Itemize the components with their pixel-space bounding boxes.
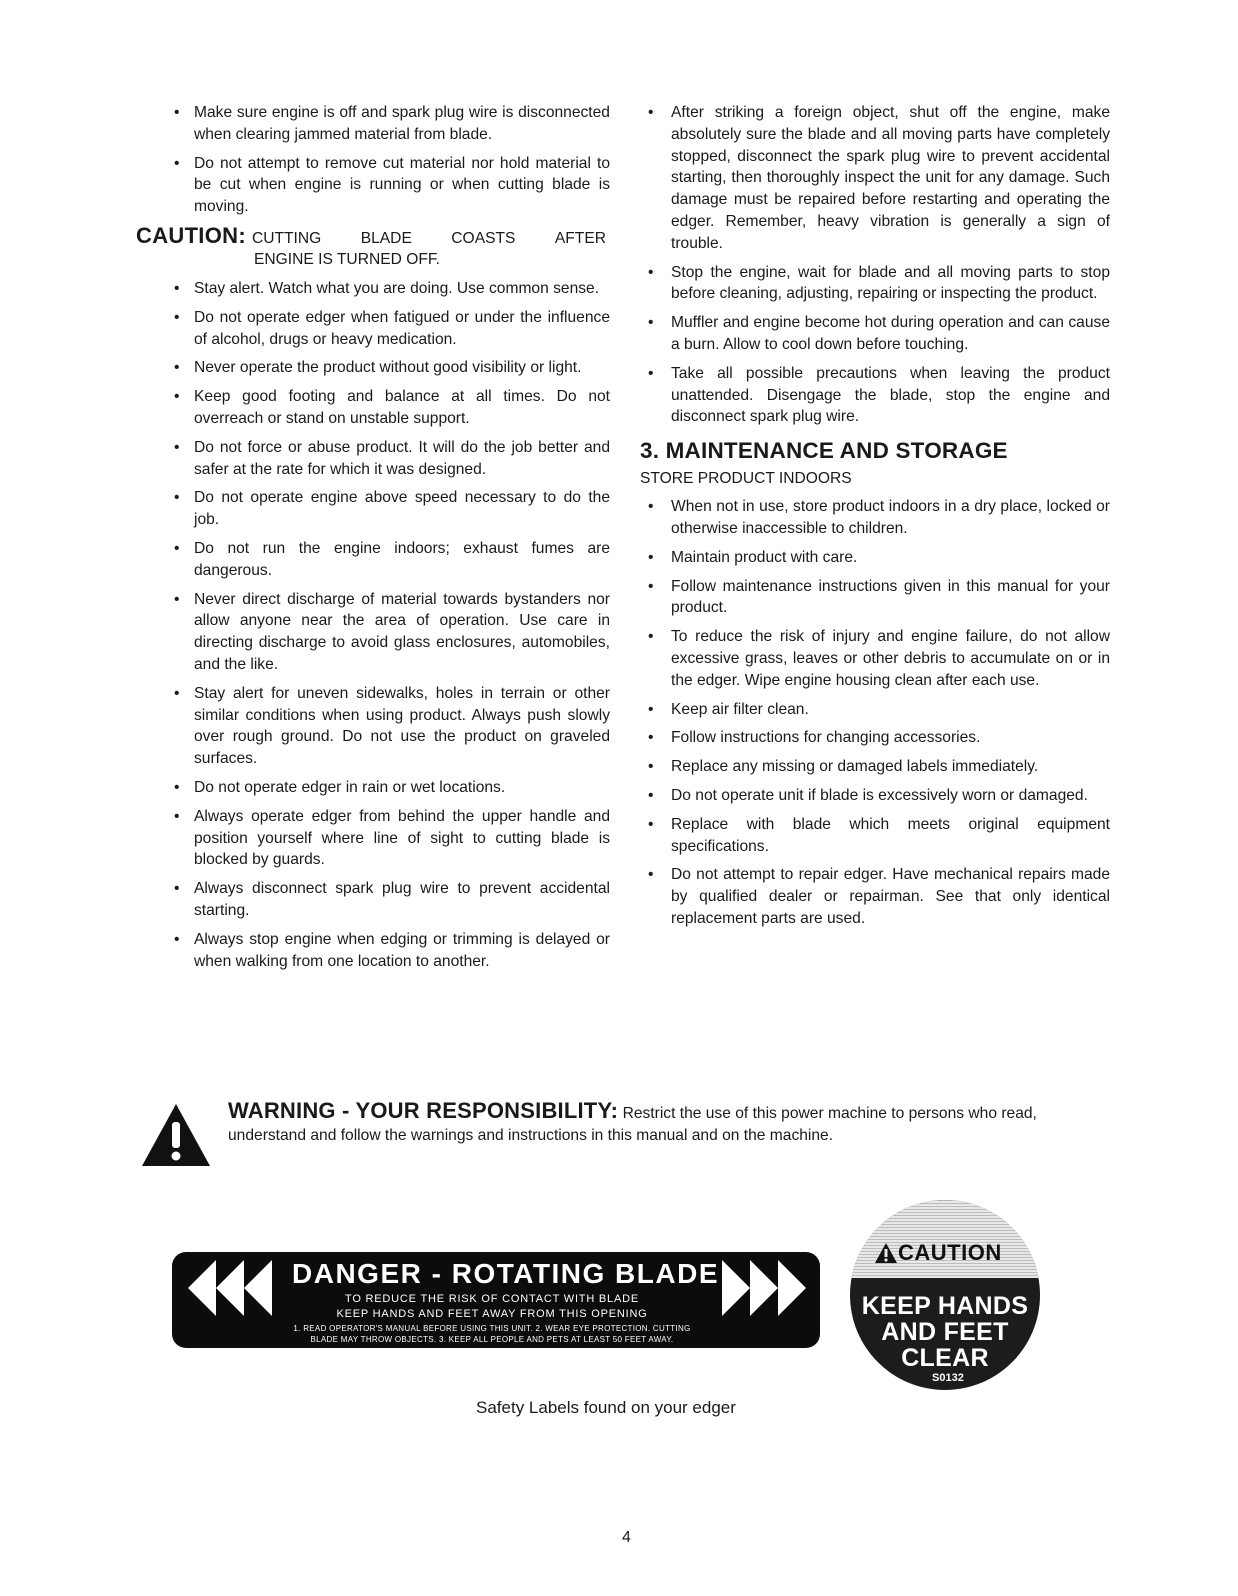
list-item: • Do not attempt to repair edger. Have mechanical repairs made by qualified dealer or repairman. See that only identical replacement parts are used.: [640, 864, 1110, 929]
list-item: • Stay alert. Watch what you are doing. Use common sense.: [170, 278, 610, 300]
caution-label-word: CAUTION: [898, 1240, 1002, 1265]
list-item: • Keep good footing and balance at all times. Do not overreach or stand on unstable support.: [170, 386, 610, 430]
part-number: S0132: [932, 1372, 964, 1384]
list-item: • Do not force or abuse product. It will do the job better and safer at the rate for which it was designed.: [170, 437, 610, 481]
caution-word-4: AFTER: [554, 229, 606, 247]
warning-body: Restrict the use of this power machine to persons who read, understand and follow the warnings and instructions in this manual and on the machine.: [228, 1105, 1037, 1144]
list-item: • Always disconnect spark plug wire to prevent accidental starting.: [170, 878, 610, 922]
list-item: • Always stop engine when edging or trimming is delayed or when walking from one location to another.: [170, 929, 610, 973]
list-item: • When not in use, store product indoors in a dry place, locked or otherwise inaccessible to children.: [640, 496, 1110, 540]
left-bullets-top: [170, 102, 610, 218]
danger-note-1: 1. READ OPERATOR'S MANUAL BEFORE USING THIS UNIT. 2. WEAR EYE PROTECTION. CUTTING: [293, 1324, 691, 1333]
danger-subtitle-2: KEEP HANDS AND FEET AWAY FROM THIS OPENING: [336, 1308, 648, 1320]
list-item: • Do not operate engine above speed necessary to do the job.: [170, 487, 610, 531]
danger-subtitle-1: TO REDUCE THE RISK OF CONTACT WITH BLADE: [345, 1293, 639, 1305]
danger-rotating-blade-label: [172, 1252, 820, 1348]
list-item: • Do not operate edger in rain or wet locations.: [170, 777, 610, 799]
list-item: • Make sure engine is off and spark plug wire is disconnected when clearing jammed material from blade.: [170, 102, 610, 146]
danger-title: DANGER - ROTATING BLADE: [292, 1258, 719, 1289]
keep-hands-line-1: KEEP HANDS: [861, 1292, 1029, 1320]
caution-keep-hands-label: [850, 1200, 1040, 1390]
page-number: 4: [622, 1529, 631, 1546]
list-item: • Replace any missing or damaged labels immediately.: [640, 756, 1110, 778]
warning-triangle-icon: [140, 1102, 212, 1168]
list-item: • Do not operate unit if blade is excessively worn or damaged.: [640, 785, 1110, 807]
list-item: • Keep air filter clean.: [640, 699, 1110, 721]
list-item: • Never operate the product without good visibility or light.: [170, 357, 610, 379]
caution-word-2: BLADE: [360, 229, 412, 247]
list-item: • Do not attempt to remove cut material nor hold material to be cut when engine is running or when cutting blade is moving.: [170, 153, 610, 218]
list-item: • Stop the engine, wait for blade and all moving parts to stop before cleaning, adjusting, repairing or inspecting the product.: [640, 262, 1110, 306]
list-item: • Stay alert for uneven sidewalks, holes in terrain or other similar conditions when using product. Always push slowly over rough ground. Do not use the product on graveled surfaces.: [170, 683, 610, 770]
left-arrows-icon: [186, 1252, 282, 1324]
list-item: • Follow maintenance instructions given in this manual for your product.: [640, 576, 1110, 620]
list-item: • Do not operate edger when fatigued or under the influence of alcohol, drugs or heavy medication.: [170, 307, 610, 351]
keep-hands-line-3: CLEAR: [901, 1344, 989, 1372]
list-item: • Muffler and engine become hot during operation and can cause a burn. Allow to cool down before touching.: [640, 312, 1110, 356]
section-title: 3. MAINTENANCE AND STORAGE: [640, 438, 1008, 464]
keep-hands-line-2: AND FEET: [881, 1318, 1009, 1346]
caution-word-3: COASTS: [451, 229, 516, 247]
list-item: • Always operate edger from behind the upper handle and position yourself where line of sight to cutting blade is blocked by guards.: [170, 806, 610, 871]
warning-block: [140, 1100, 1120, 1170]
warning-heading: WARNING - YOUR RESPONSIBILITY:: [228, 1098, 619, 1123]
left-column: [136, 102, 610, 979]
maintenance-bullets: [640, 496, 1110, 930]
labels-caption: Safety Labels found on your edger: [476, 1398, 736, 1417]
list-item: • Do not run the engine indoors; exhaust fumes are dangerous.: [170, 538, 610, 582]
caution-heading: CAUTION:: [136, 222, 246, 248]
right-column: [640, 102, 1110, 937]
list-item: • To reduce the risk of injury and engine failure, do not allow excessive grass, leaves or other debris to accumulate on or in the edger. Wipe engine housing clean after each use.: [640, 626, 1110, 691]
list-item: • Take all possible precautions when leaving the product unattended. Disengage the blade, stop the engine and disconnect spark plug wire.: [640, 363, 1110, 428]
right-bullets: [640, 102, 1110, 428]
left-bullets: [170, 278, 610, 972]
caution-triangle-icon: [874, 1242, 898, 1264]
danger-note-2: BLADE MAY THROW OBJECTS. 3. KEEP ALL PEOPLE AND PETS AT LEAST 50 FEET AWAY.: [310, 1335, 674, 1344]
list-item: • Replace with blade which meets original equipment specifications.: [640, 814, 1110, 858]
caution-word-1: CUTTING: [251, 229, 322, 247]
list-item: • Never direct discharge of material towards bystanders nor allow anyone near the area of operation. Use care in directing discharge to avoid glass enclosures, automobiles, and the like.: [170, 589, 610, 676]
caution-line-2: ENGINE IS TURNED OFF.: [254, 250, 440, 268]
caution-notice: [136, 222, 610, 270]
list-item: • After striking a foreign object, shut off the engine, make absolutely sure the blade and all moving parts have completely stopped, disconnect the spark plug wire to prevent accidental starting, then thoroughly inspect the unit for any damage. Such damage must be repaired before restarting and operating the edger. Remember, heavy vibration is generally a sign of trouble.: [640, 102, 1110, 255]
list-item: • Maintain product with care.: [640, 547, 1110, 569]
list-item: • Follow instructions for changing accessories.: [640, 727, 1110, 749]
section-subheading: STORE PRODUCT INDOORS: [640, 470, 852, 488]
